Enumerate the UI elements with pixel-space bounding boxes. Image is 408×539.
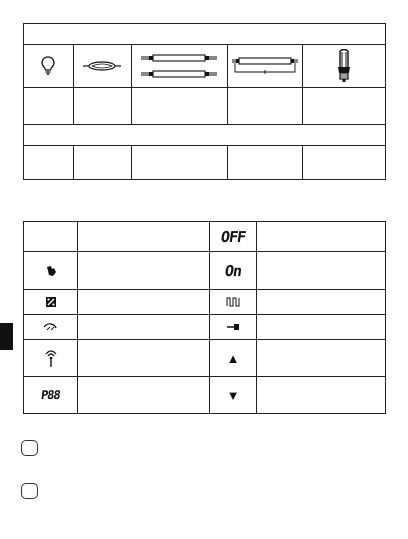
page-tab-marker (0, 323, 13, 350)
dimmer-square-icon (45, 296, 57, 308)
symbol-icon-cell (24, 222, 78, 252)
lamp-row1-cell (73, 88, 131, 125)
symbol-icon-cell (210, 222, 257, 252)
symbol-icon-cell (24, 377, 78, 414)
twin-fluorescent-tube-icon (139, 51, 219, 81)
lamp-row1-cell (228, 88, 303, 125)
lamp-icon-cell (24, 45, 74, 88)
symbol-description (257, 315, 386, 340)
lamp-icon-cell (131, 45, 228, 88)
symbol-description (78, 222, 210, 252)
compact-fluorescent-bulb-icon (336, 49, 352, 83)
lamp-row1-cell (302, 88, 385, 125)
symbol-icon-cell (210, 252, 257, 290)
lamp-icon-cell (302, 45, 385, 88)
lamp-row1-cell (24, 88, 74, 125)
on-display-icon: On (223, 261, 243, 280)
key-icon (226, 323, 240, 331)
lamp-row2-cell (131, 146, 228, 180)
arrow-down-icon: ▼ (226, 387, 240, 403)
fluorescent-tube-icon (231, 53, 299, 79)
symbol-icon-cell (24, 252, 78, 290)
symbol-description (78, 340, 210, 377)
lamp-row1-cell (131, 88, 228, 125)
symbols-table (23, 221, 386, 414)
hand-icon (45, 265, 57, 277)
symbol-description (78, 252, 210, 290)
incandescent-bulb-icon (41, 56, 55, 76)
lamp-table-header (24, 24, 386, 45)
symbol-icon-cell (24, 340, 78, 377)
pulse-wave-icon (226, 297, 240, 307)
lamp-row2-cell (24, 146, 74, 180)
disconnect-icon (43, 322, 59, 332)
arrow-up-icon: ▲ (226, 350, 240, 366)
symbol-icon-cell (210, 340, 257, 377)
lamp-section-header (24, 125, 386, 146)
lamp-row2-cell (73, 146, 131, 180)
lamp-types-table (23, 23, 386, 180)
note-box (21, 483, 38, 499)
symbol-description (78, 290, 210, 315)
symbol-description (257, 340, 386, 377)
symbol-description (78, 315, 210, 340)
symbol-icon-cell (24, 290, 78, 315)
lamp-icon-cell (73, 45, 131, 88)
symbol-icon-cell (210, 290, 257, 315)
symbol-description (78, 377, 210, 414)
lamp-icon-cell (228, 45, 303, 88)
display-p88-icon: P88 (40, 388, 61, 402)
note-box (21, 440, 38, 456)
symbol-icon-cell (210, 377, 257, 414)
symbol-description (257, 222, 386, 252)
symbol-description (257, 290, 386, 315)
symbol-description (257, 252, 386, 290)
halogen-capsule-icon (82, 60, 122, 72)
antenna-signal-icon (44, 348, 58, 368)
symbol-icon-cell (24, 315, 78, 340)
lamp-row2-cell (228, 146, 303, 180)
off-display-icon: OFF (219, 227, 247, 246)
symbol-icon-cell (210, 315, 257, 340)
lamp-row2-cell (302, 146, 385, 180)
symbol-description (257, 377, 386, 414)
